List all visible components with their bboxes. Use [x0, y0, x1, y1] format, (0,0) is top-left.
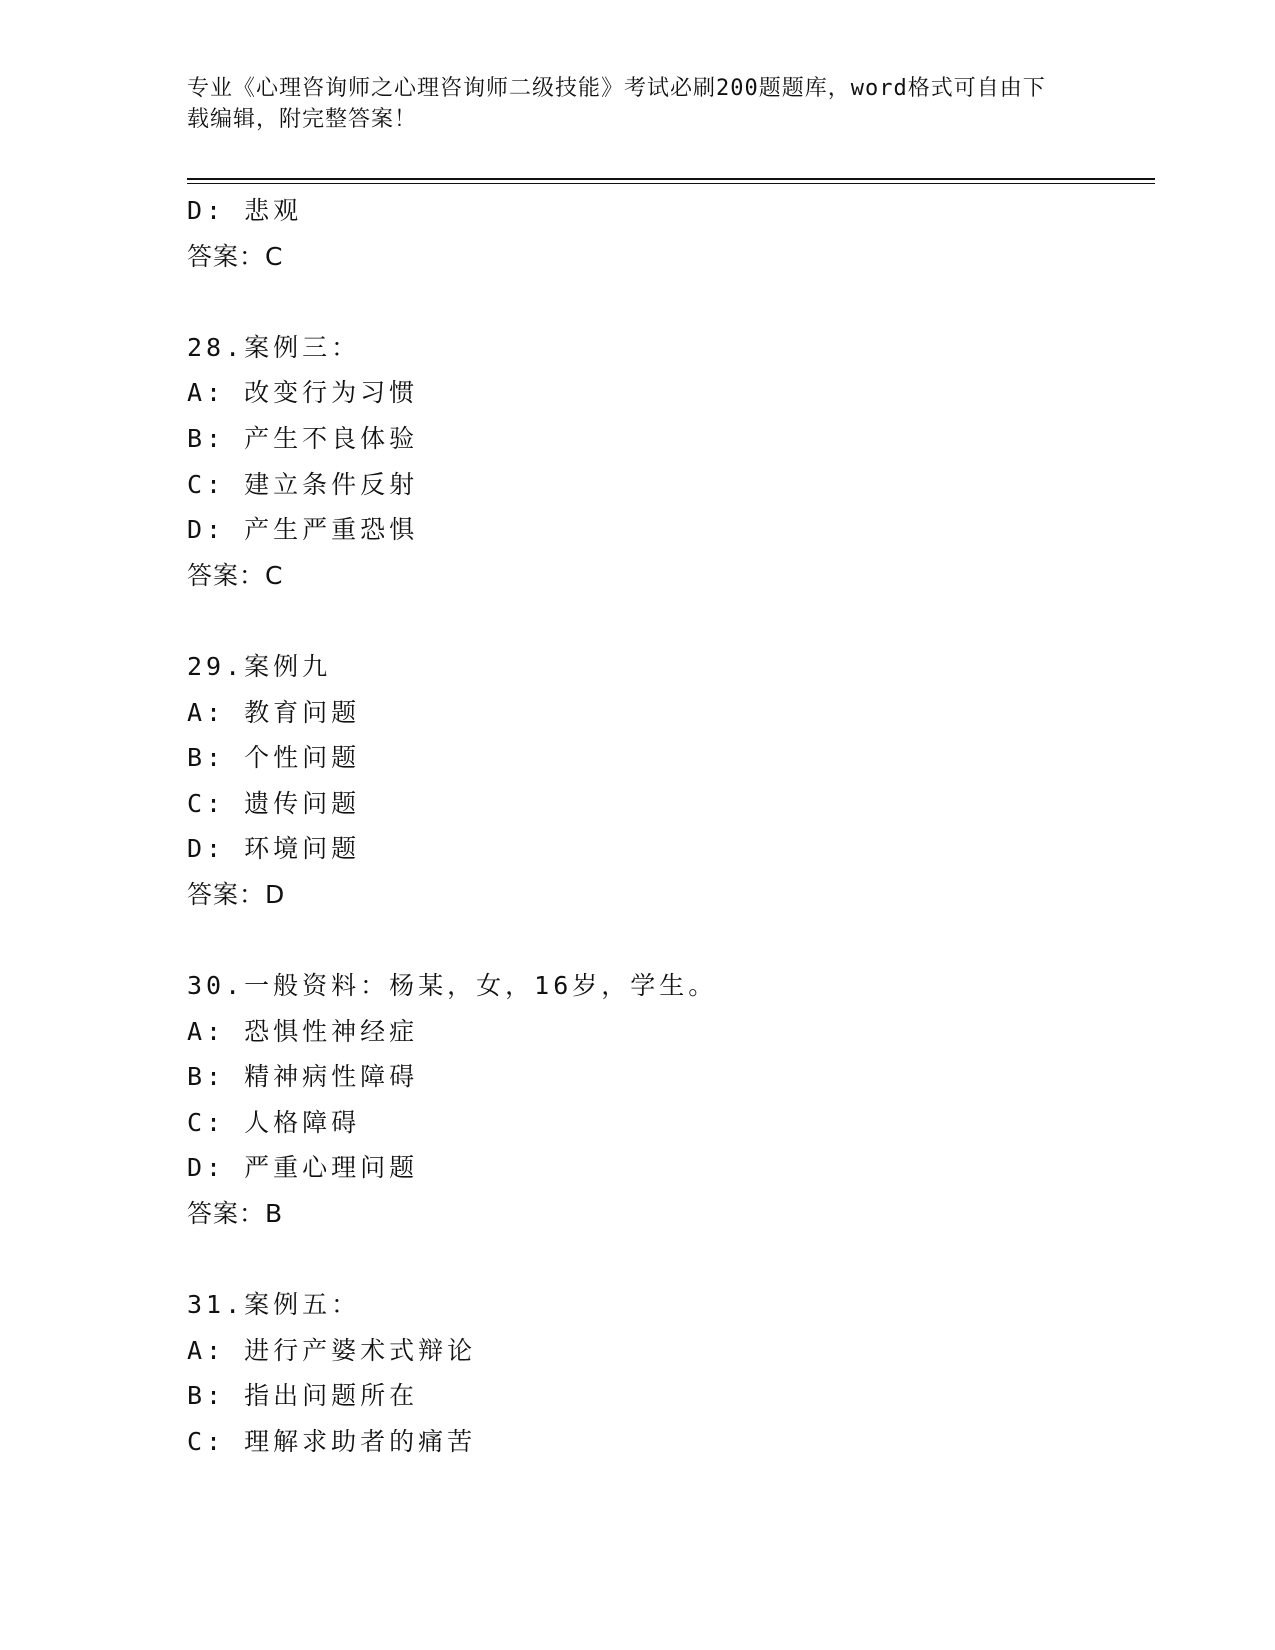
option-c: C: 遗传问题: [187, 788, 361, 818]
header-rule-thin: [187, 183, 1155, 184]
question-block-30: [187, 963, 1155, 1237]
question-block-27: [187, 188, 1155, 279]
option-b: B: 个性问题: [187, 743, 361, 773]
question-block-29: [187, 644, 1155, 918]
header-rule-thick: [187, 178, 1155, 180]
option-a: A: 进行产婆术式辩论: [187, 1335, 477, 1365]
option-d: D: 严重心理问题: [187, 1153, 419, 1183]
option-c: C: 建立条件反射: [187, 469, 419, 499]
answer-line: 答案：B: [187, 1199, 284, 1229]
spacer: [187, 598, 1155, 644]
option-d: D: 悲观: [187, 196, 303, 225]
option-d: D: 环境问题: [187, 834, 361, 864]
document-header: 专业《心理咨询师之心理咨询师二级技能》考试必刷200题题库，word格式可自由下载编辑，附完整答案！: [187, 76, 1046, 132]
option-b: B: 精神病性障碍: [187, 1062, 419, 1092]
option-a: A: 恐惧性神经症: [187, 1016, 419, 1046]
answer-line: 答案：D: [187, 879, 286, 909]
spacer: [187, 279, 1155, 325]
question-block-28: [187, 325, 1155, 599]
question-block-31: [187, 1282, 1155, 1464]
option-a: A: 教育问题: [187, 697, 361, 727]
spacer: [187, 1237, 1155, 1283]
answer-line: 答案：C: [187, 560, 284, 590]
spacer: [187, 918, 1155, 964]
answer-line: 答案：C: [187, 241, 284, 271]
option-c: C: 人格障碍: [187, 1107, 361, 1137]
question-stem: 30.一般资料：杨某，女，16岁，学生。: [187, 971, 718, 1001]
option-c: C: 理解求助者的痛苦: [187, 1427, 477, 1457]
option-d: D: 产生严重恐惧: [187, 515, 419, 545]
question-stem: 31.案例五：: [187, 1290, 361, 1320]
question-stem: 29.案例九: [187, 651, 332, 681]
option-b: B: 产生不良体验: [187, 423, 419, 453]
question-list: [187, 188, 1155, 1465]
option-b: B: 指出问题所在: [187, 1381, 419, 1411]
question-stem: 28.案例三：: [187, 332, 361, 362]
option-a: A: 改变行为习惯: [187, 378, 419, 408]
